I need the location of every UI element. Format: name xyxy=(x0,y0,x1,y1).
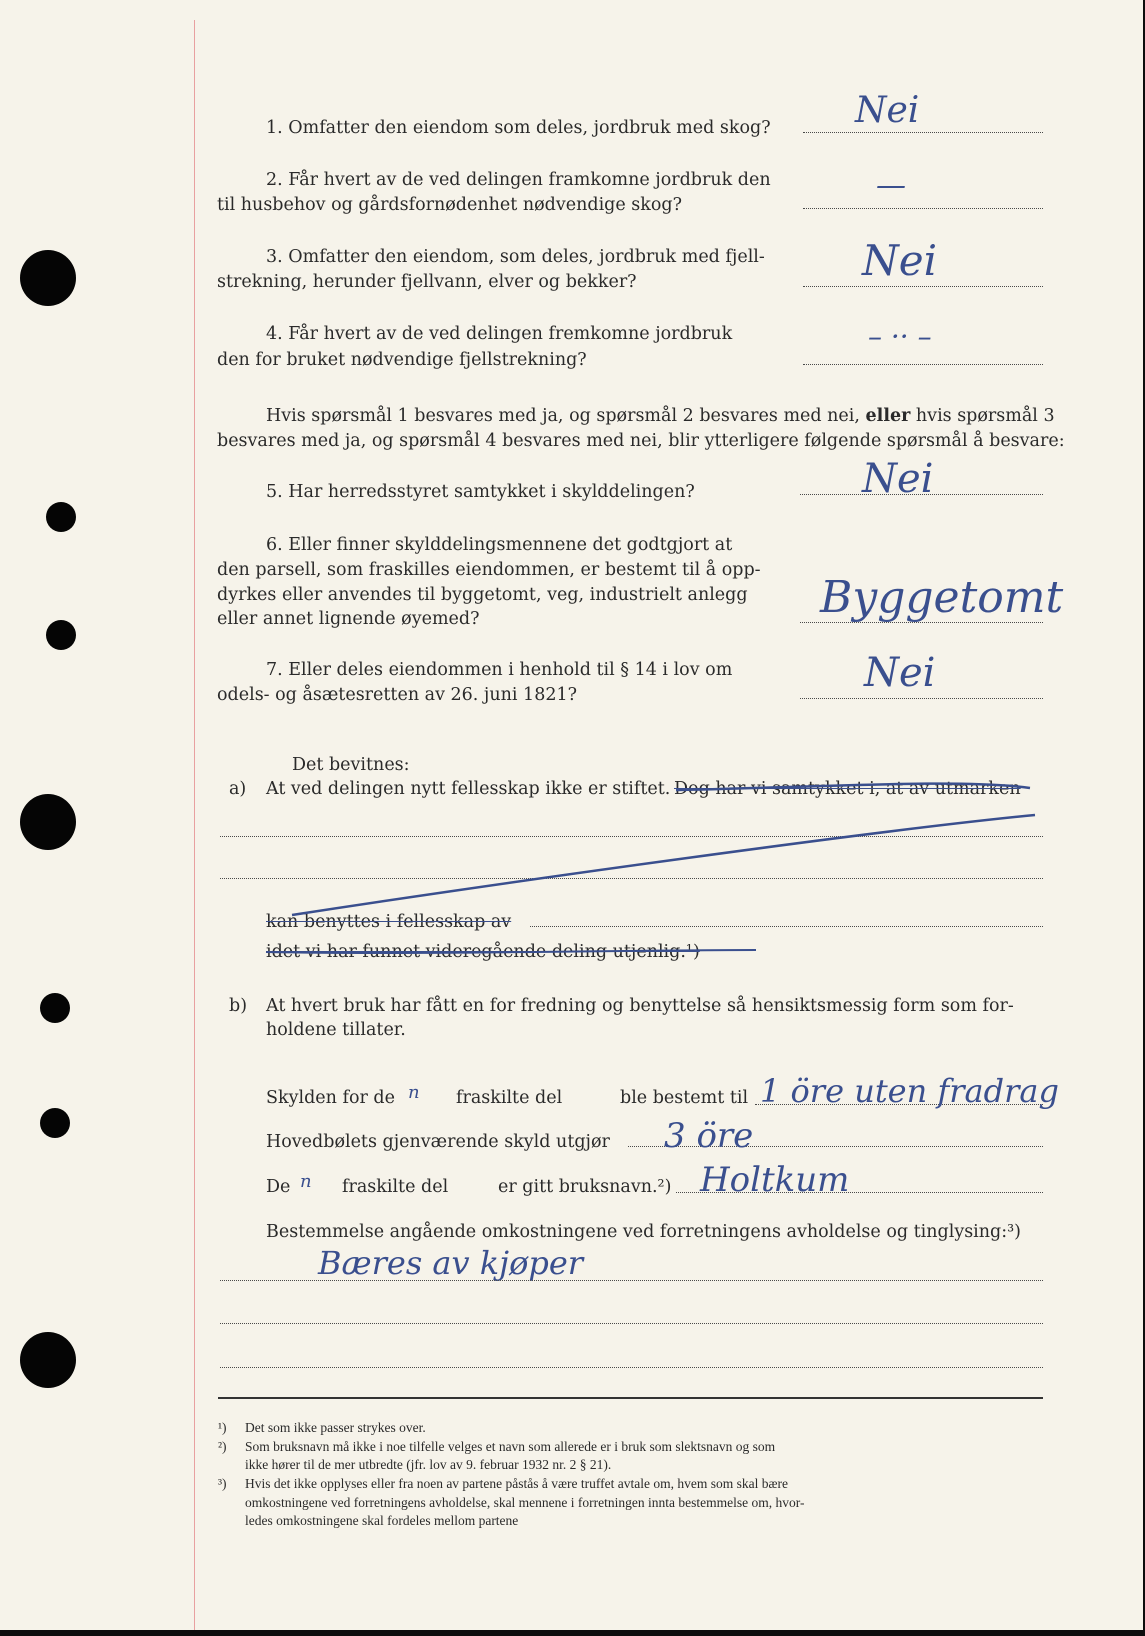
handwritten-bruksnavn-answer: Holtkum xyxy=(700,1160,850,1200)
question-6-line-3: dyrkes eller anvendes til byggetomt, veg, industrielt anlegg xyxy=(217,585,748,605)
question-3-line-2: strekning, herunder fjellvann, elver og bekker? xyxy=(217,272,637,292)
skyld-label-part-1: Skylden for de xyxy=(266,1088,395,1108)
handwritten-omkostninger-answer: Bæres av kjøper xyxy=(318,1244,584,1282)
footnote-3-line-1: Hvis det ikke opplyses eller fra noen av partene påstås å være truffet avtale om, hvem som skal bære xyxy=(245,1476,788,1491)
attestation-heading: Det bevitnes: xyxy=(292,755,410,775)
handwritten-hovedbol-answer: 3 öre xyxy=(664,1116,754,1156)
footnote-2-line-1: Som bruksnavn må ikke i noe tilfelle velges et navn som allerede er i bruk som slektsnavn og som xyxy=(245,1439,776,1454)
question-7-line-2: odels- og åsætesretten av 26. juni 1821? xyxy=(217,685,577,705)
attestation-b-line-2: holdene tillater. xyxy=(266,1020,406,1040)
question-5: 5. Har herredsstyret samtykket i skylddelingen? xyxy=(266,482,695,502)
question-1: 1. Omfatter den eiendom som deles, jordbruk med skog? xyxy=(266,118,771,138)
question-7-line-1: 7. Eller deles eiendommen i henhold til § 14 i lov om xyxy=(266,660,733,680)
handwritten-answer-3: Nei xyxy=(862,236,938,285)
attestation-a-struck-text-3: idet vi har funnet videregående deling utjenlig.¹) xyxy=(266,942,700,962)
attestation-a-text: At ved delingen nytt fellesskap ikke er stiftet. xyxy=(266,779,671,799)
punch-hole xyxy=(20,1332,76,1388)
omkostninger-label: Bestemmelse angående omkostningene ved forretningens avholdelse og tinglysing:³) xyxy=(266,1222,1021,1242)
footnote-separator xyxy=(218,1397,1043,1399)
footnote-1-mark: ¹) xyxy=(218,1420,227,1435)
handwritten-answer-4: – ·· – xyxy=(868,320,932,353)
instructions-bold-word: eller xyxy=(865,406,911,426)
attestation-a-label: a) xyxy=(229,779,247,799)
skyld-label-part-3: ble bestemt til xyxy=(620,1088,749,1108)
question-2-line-1: 2. Får hvert av de ved delingen framkomne jordbruk den xyxy=(266,170,771,190)
hovedbol-label: Hovedbølets gjenværende skyld utgjør xyxy=(266,1132,610,1152)
footnote-3-line-3: ledes omkostningene skal fordeles mellom partene xyxy=(245,1513,519,1528)
bruksnavn-label-part-3: er gitt bruksnavn.²) xyxy=(498,1177,672,1197)
bruksnavn-label-part-1: De xyxy=(266,1177,291,1197)
instructions-text: hvis spørsmål 3 xyxy=(915,406,1055,426)
conditional-instructions-line-2: besvares med ja, og spørsmål 4 besvares med nei, blir ytterligere følgende spørsmål å besvare: xyxy=(217,431,1065,451)
footnote-3-line-2: omkostningene ved forretningens avholdelse, skal mennene i forretningen innta bestemmelse om, hvor- xyxy=(245,1495,805,1510)
question-6-line-4: eller annet lignende øyemed? xyxy=(217,609,480,629)
attestation-a-struck-text: Dog har vi samtykket i, at av utmarken xyxy=(674,779,1021,799)
blank-line xyxy=(220,1323,1043,1324)
question-6-line-1: 6. Eller finner skylddelingsmennene det godtgjort at xyxy=(266,535,733,555)
question-4-line-2: den for bruket nødvendige fjellstrekning? xyxy=(217,350,587,370)
handwritten-skyld-answer: 1 öre uten fradrag xyxy=(760,1072,1059,1110)
handwritten-answer-1: Nei xyxy=(855,90,920,131)
bruksnavn-label-part-2: fraskilte del xyxy=(342,1177,449,1197)
handwritten-answer-5: Nei xyxy=(862,456,934,502)
footnote-2-line-2: ikke hører til de mer utbredte (jfr. lov av 9. februar 1932 nr. 2 § 21). xyxy=(245,1457,612,1472)
question-4-line-1: 4. Får hvert av de ved delingen fremkomne jordbruk xyxy=(266,324,733,344)
attestation-b-line-1: At hvert bruk har fått en for fredning og benyttelse så hensiktsmessig form som for- xyxy=(266,996,1014,1016)
footnote-2-mark: ²) xyxy=(218,1439,227,1454)
skyld-label-part-2: fraskilte del xyxy=(456,1088,563,1108)
instructions-text: Hvis spørsmål 1 besvares med ja, og spørsmål 2 besvares med nei, xyxy=(266,406,860,426)
handwritten-suffix: n xyxy=(300,1171,312,1192)
blank-line xyxy=(220,1280,1043,1281)
punch-hole xyxy=(40,1108,70,1138)
attestation-b-label: b) xyxy=(229,996,248,1016)
blank-line xyxy=(220,1367,1043,1368)
attestation-a-struck-text-2: kan benyttes i fellesskap av xyxy=(266,912,512,932)
question-3-line-1: 3. Omfatter den eiendom, som deles, jordbruk med fjell- xyxy=(266,247,765,267)
handwritten-answer-2: — xyxy=(876,168,906,203)
handwritten-answer-6: Byggetomt xyxy=(820,572,1064,623)
question-2-line-2: til husbehov og gårdsfornødenhet nødvendige skog? xyxy=(217,195,682,215)
footnote-3-mark: ³) xyxy=(218,1476,227,1491)
handwritten-answer-7: Nei xyxy=(864,650,936,696)
handwritten-suffix: n xyxy=(408,1082,420,1103)
footnote-1: Det som ikke passer strykes over. xyxy=(245,1420,426,1435)
question-6-line-2: den parsell, som fraskilles eiendommen, er bestemt til å opp- xyxy=(217,560,761,580)
